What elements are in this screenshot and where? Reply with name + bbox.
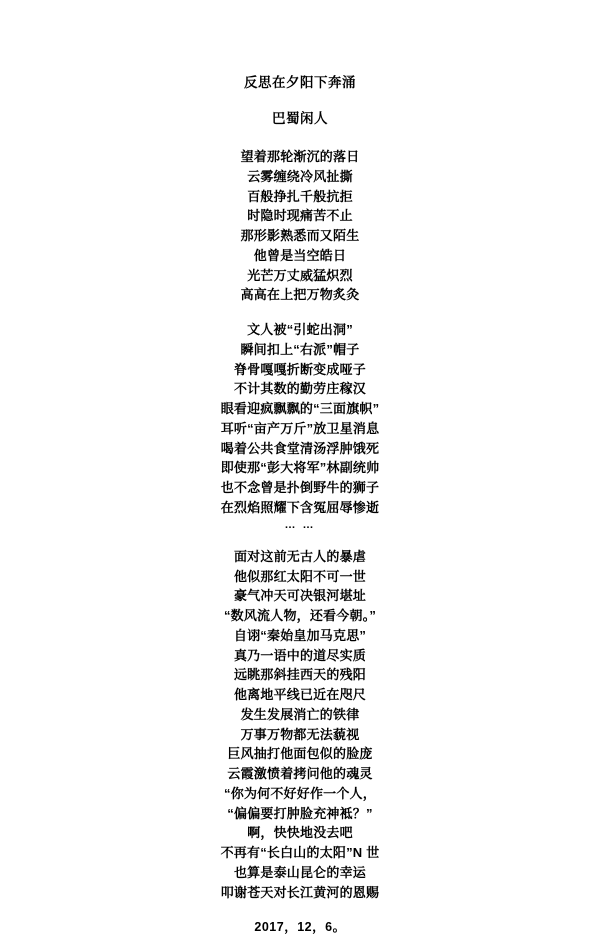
page-title: 反思在夕阳下奔涌 [244, 75, 356, 90]
verse-line: 真乃一语中的道尽实质 [233, 647, 366, 663]
verse-line: 发生发展消亡的铁律 [240, 706, 360, 722]
verse-line: 瞬间扣上“右派”帽子 [240, 341, 360, 357]
verse-line: 时隐时现痛苦不止 [247, 208, 353, 224]
verse-line: 百般挣扎千般抗拒 [247, 188, 353, 204]
verse-line: 不再有“长白山的太阳”N 世 [220, 845, 380, 861]
verse-line: 万事万物都无法藐视 [240, 726, 360, 742]
verse-line: 豪气冲天可决银河堪址 [233, 588, 366, 604]
verse-line: 云霞激愤着拷问他的魂灵 [227, 766, 373, 782]
verse-line: 喝着公共食堂清汤浮肿饿死 [220, 440, 380, 456]
verse-line: 也算是泰山昆仑的幸运 [233, 864, 366, 880]
verse-line: “你为何不好好作一个人， [224, 785, 376, 801]
verse-line: 啊，快快地没去吧 [247, 825, 353, 841]
verse-line: 高高在上把万物炙灸 [240, 287, 360, 303]
verse-line: 耳听“亩产万斤”放卫星消息 [220, 420, 380, 436]
verse-line: 光芒万丈威猛炽烈 [247, 267, 353, 283]
verse-line: 那形影熟悉而又陌生 [240, 228, 360, 244]
stanza-2 [60, 320, 540, 532]
verse-line: 他似那红太阳不可一世 [233, 568, 366, 584]
verse-line: “数风流人物，还看今朝。” [223, 608, 377, 624]
verse-line: “偏偏要打肿脸充神袛？” [227, 805, 373, 821]
verse-line: 巨风抽打他面包似的脸庞 [227, 746, 373, 762]
verse-line: 面对这前无古人的暴虐 [233, 548, 366, 564]
stanza-1 [60, 147, 540, 305]
verse-line: 文人被“引蛇出洞” [247, 322, 353, 338]
verse-line: 他曾是当空皓日 [253, 247, 347, 263]
verse-line: 即使那“彭大将军”林副统帅 [220, 460, 380, 476]
verse-line: 远眺那斜挂西天的残阳 [233, 667, 366, 683]
verse-line: 云雾缠绕冷风扯撕 [247, 168, 353, 184]
verse-line: 不计其数的勤劳庄稼汉 [233, 381, 366, 397]
verse-line: 自诩“秦始皇加马克思” [233, 627, 367, 643]
ellipsis-marker: … … [284, 518, 316, 531]
verse-line: 叩谢苍天对长江黄河的恩赐 [220, 884, 380, 900]
date-signature: 2017，12，6。 [254, 920, 346, 935]
author-name: 巴蜀闲人 [272, 110, 328, 126]
verse-line: 脊骨嘎嘎折断变成哑子 [233, 361, 366, 377]
verse-line: 眼看迎疯飘飘的“三面旗帜” [220, 401, 380, 417]
stanza-3 [60, 547, 540, 903]
verse-line: 也不念曾是扑倒野牛的狮子 [220, 480, 380, 496]
verse-line: 在烈焰照耀下含冤屈辱惨逝 [220, 499, 380, 515]
verse-line: 望着那轮渐沉的落日 [240, 149, 360, 165]
verse-line: 他离地平线已近在咫尺 [233, 687, 366, 703]
